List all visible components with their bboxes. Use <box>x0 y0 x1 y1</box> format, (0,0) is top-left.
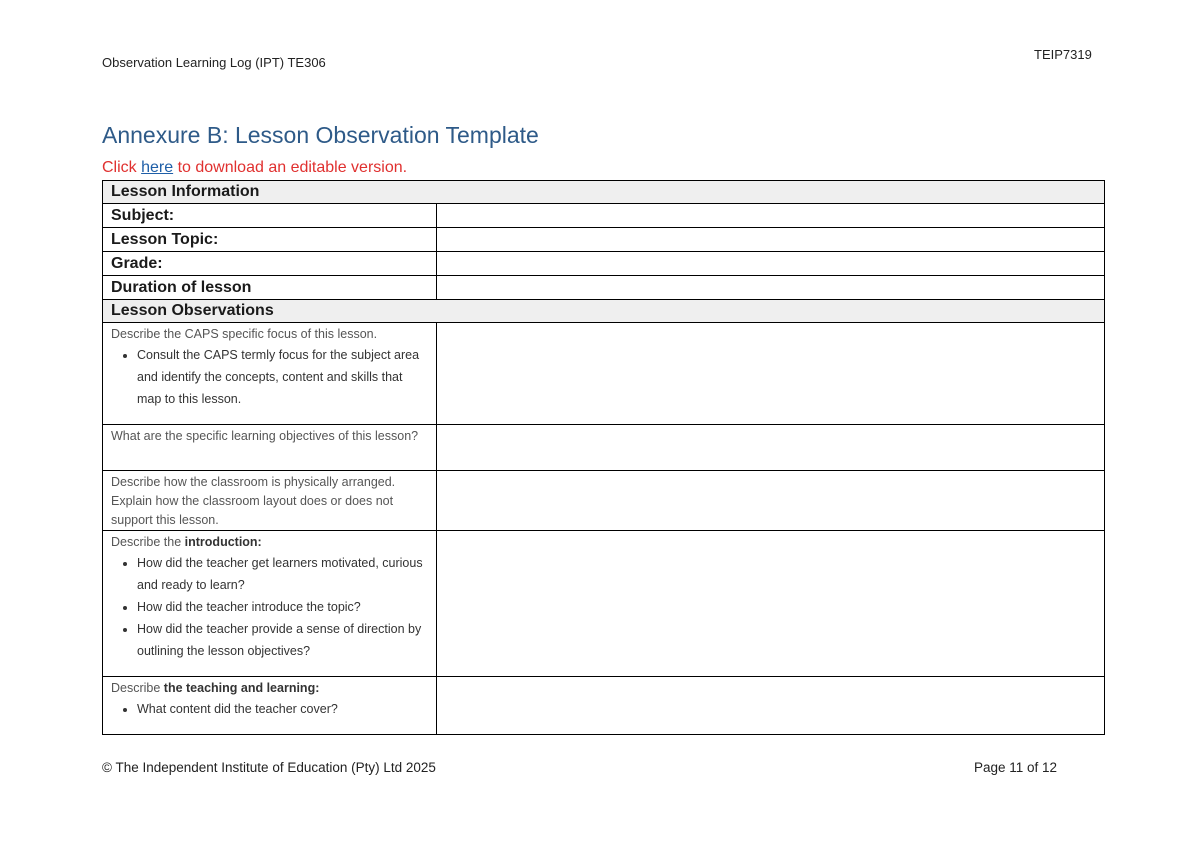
footer-copyright: © The Independent Institute of Education (Pty) Ltd 2025 <box>102 760 436 775</box>
field-duration[interactable] <box>437 276 1105 300</box>
teaching-prompt <box>111 679 428 698</box>
introduction-bullet: • How did the teacher introduce the topic? <box>137 596 428 618</box>
section-lesson-information: Lesson Information <box>103 181 1105 204</box>
teaching-prompt-bold: the teaching and learning: <box>163 681 320 695</box>
download-link[interactable]: here <box>141 159 174 176</box>
introduction-bullet: • How did the teacher provide a sense of direction by outlining the lesson objectives? <box>137 618 428 662</box>
introduction-bullet: • How did the teacher get learners motivated, curious and ready to learn? <box>137 552 428 596</box>
question-caps-focus <box>103 323 437 425</box>
introduction-prompt-bold: introduction: <box>184 535 262 549</box>
answer-classroom-layout[interactable] <box>437 471 1105 531</box>
introduction-bullets <box>111 552 428 662</box>
teaching-prompt-prefix: Describe <box>111 681 164 695</box>
question-learning-objectives <box>103 425 437 471</box>
objectives-prompt: What are the specific learning objectives of this lesson? <box>111 429 419 443</box>
caps-bullet: • Consult the CAPS termly focus for the subject area and identify the concepts, content and skills that map to this lesson. <box>137 344 428 410</box>
page-title: Annexure B: Lesson Observation Template <box>102 122 539 148</box>
answer-introduction[interactable] <box>437 531 1105 677</box>
label-subject: Subject: <box>103 204 437 228</box>
field-grade[interactable] <box>437 252 1105 276</box>
classroom-prompt: Describe how the classroom is physically arranged. Explain how the classroom layout does or does not support this lesson. <box>111 475 396 527</box>
download-text-before: Click <box>102 159 142 176</box>
download-text-after: to download an editable version. <box>173 159 408 176</box>
introduction-prompt <box>111 533 428 552</box>
question-classroom-layout <box>103 471 437 531</box>
field-subject[interactable] <box>437 204 1105 228</box>
field-lesson-topic[interactable] <box>437 228 1105 252</box>
download-line <box>102 159 407 177</box>
label-grade: Grade: <box>103 252 437 276</box>
answer-teaching-learning[interactable] <box>437 677 1105 735</box>
teaching-bullets <box>111 698 428 720</box>
caps-bullets <box>111 344 428 410</box>
introduction-prompt-prefix: Describe the <box>111 535 185 549</box>
answer-learning-objectives[interactable] <box>437 425 1105 471</box>
label-lesson-topic: Lesson Topic: <box>103 228 437 252</box>
label-duration: Duration of lesson <box>103 276 437 300</box>
footer-page-number: Page 11 of 12 <box>974 760 1058 775</box>
question-teaching-learning <box>103 677 437 735</box>
observation-table <box>102 180 1105 735</box>
section-lesson-observations: Lesson Observations <box>103 300 1105 323</box>
caps-prompt: Describe the CAPS specific focus of this lesson. <box>111 327 378 341</box>
header-course-code: TEIP7319 <box>1034 47 1092 62</box>
teaching-bullet: • What content did the teacher cover? <box>137 698 428 720</box>
answer-caps-focus[interactable] <box>437 323 1105 425</box>
question-introduction <box>103 531 437 677</box>
header-course-title: Observation Learning Log (IPT) TE306 <box>102 55 326 70</box>
